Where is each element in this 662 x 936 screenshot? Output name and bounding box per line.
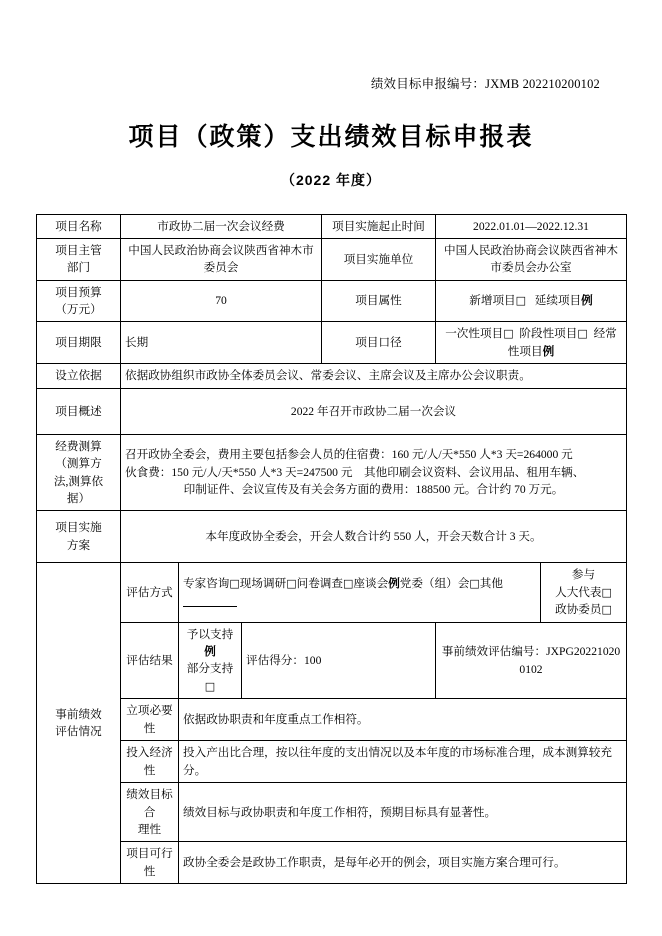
plan-label-line2: 方案	[66, 538, 91, 552]
plan-value: 本年度政协全委会，开会人数合计约 550 人，开会天数合计 3 天。	[121, 511, 627, 563]
table-row-criterion-economy	[37, 741, 627, 783]
participants-npc-label: 人大代表	[555, 585, 602, 599]
eval-score-label: 评估得分：	[246, 653, 304, 667]
attribute-continuing-label: 延续项目	[534, 294, 582, 308]
attribute-continuing-checkbox[interactable]: 例	[581, 294, 593, 308]
table-row-basis	[37, 364, 627, 388]
eval-number-label: 事前绩效评估编号：	[441, 645, 547, 659]
criterion-rationality-label-line1: 绩效目标合	[126, 788, 173, 819]
page-subtitle: （2022 年度）	[280, 171, 382, 188]
duration-value: 长期	[121, 322, 322, 364]
caliber-options	[436, 322, 627, 364]
caliber-regular-label: 经常性项目	[507, 327, 617, 358]
participants-npc-checkbox[interactable]: □	[601, 585, 612, 599]
caliber-regular-checkbox[interactable]: 例	[542, 344, 555, 358]
eval-result-partial	[183, 660, 237, 695]
budget-label-line2: （万元）	[55, 303, 102, 317]
table-row-supervisor	[37, 238, 627, 280]
eval-number	[436, 622, 627, 699]
participants-label: 参与	[571, 568, 596, 582]
estimate-label-line3: 法,测算依	[53, 474, 104, 488]
estimate-label-line2: （测算方	[55, 457, 102, 471]
eval-result-partial-checkbox[interactable]: □	[204, 679, 216, 693]
eval-opt-survey-checkbox[interactable]: □	[342, 577, 354, 591]
eval-opt-party-label: 党委（组）会	[399, 577, 470, 591]
table-row-plan	[37, 511, 627, 563]
table-row-estimate	[37, 434, 627, 511]
plan-label-line1: 项目实施	[55, 521, 102, 535]
estimate-label-line4: 据）	[66, 491, 91, 505]
table-row-criterion-rationality	[37, 783, 627, 842]
eval-result-options	[179, 622, 242, 699]
basis-label: 设立依据	[37, 364, 121, 388]
participants-cppcc-checkbox[interactable]: □	[601, 603, 612, 617]
eval-number-value: JXPG202210200102	[519, 645, 621, 676]
supervisor-label-line2: 部门	[66, 261, 91, 275]
supervisor-value: 中国人民政治协商会议陕西省神木市委员会	[121, 238, 322, 280]
criterion-rationality-value: 绩效目标与政协职责和年度工作相符，预期目标具有显著性。	[179, 783, 627, 842]
basis-value: 依据政协组织市政协全体委员会议、常委会议、主席会议及主席办公会议职责。	[121, 364, 627, 388]
eval-result-support-checkbox[interactable]: 例	[204, 645, 216, 659]
eval-opt-field-checkbox[interactable]: □	[286, 577, 297, 591]
supervisor-label	[37, 238, 121, 280]
estimate-line-3: 印制证件、会议宣传及有关会务方面的费用：188500 元。合计约 70 万元。	[183, 483, 564, 497]
caliber-staged-label: 阶段性项目	[519, 327, 578, 341]
plan-label	[37, 511, 121, 563]
eval-opt-expert-checkbox[interactable]: □	[229, 577, 240, 591]
supervisor-label-line1: 项目主管	[55, 243, 102, 257]
eval-result-partial-label: 部分支持	[186, 662, 234, 676]
overview-label: 项目概述	[37, 388, 121, 434]
criterion-rationality-label-line2: 理性	[137, 822, 162, 836]
criterion-economy-label: 投入经济性	[121, 741, 179, 783]
estimate-value	[121, 434, 627, 511]
overview-value: 2022 年召开市政协二届一次会议	[121, 388, 627, 434]
eval-result-label: 评估结果	[121, 622, 179, 699]
criterion-necessity-value: 依据政协职责和年度重点工作相符。	[179, 699, 627, 741]
estimate-label-line1: 经费测算	[55, 439, 102, 453]
project-name-label: 项目名称	[37, 214, 121, 238]
criterion-feasibility-value: 政协全委会是政协工作职责，是每年必开的例会，项目实施方案合理可行。	[179, 842, 627, 884]
caliber-onetime-label: 一次性项目	[445, 327, 504, 341]
implementer-label: 项目实施单位	[322, 238, 436, 280]
declaration-number	[36, 0, 626, 91]
declaration-number-label: 绩效目标申报编号：	[370, 77, 486, 91]
eval-method-options	[179, 563, 541, 622]
performance-target-form	[36, 214, 627, 885]
evaluation-section-label-line2: 评估情况	[55, 725, 102, 739]
participants-cppcc-label: 政协委员	[555, 603, 602, 617]
budget-label-line1: 项目预算	[55, 285, 102, 299]
budget-label	[37, 280, 121, 322]
caliber-staged-checkbox[interactable]: □	[577, 327, 588, 341]
eval-method-label: 评估方式	[121, 563, 179, 622]
evaluation-section-label	[37, 563, 121, 884]
table-row-eval-result	[37, 622, 627, 699]
project-name-value: 市政协二届一次会议经费	[121, 214, 322, 238]
project-period-label: 项目实施起止时间	[322, 214, 436, 238]
participants-cppcc	[545, 601, 622, 619]
estimate-line-2: 伙食费：150 元/人/天*550 人*3 天=247500 元 其他印刷会议资料、会议用品、租用车辆、	[125, 465, 585, 479]
table-row-overview	[37, 388, 627, 434]
eval-score-value: 100	[303, 653, 322, 667]
eval-opt-party-checkbox[interactable]: □	[469, 577, 480, 591]
eval-opt-survey-label: 问卷调查	[296, 577, 343, 591]
project-period-value: 2022.01.01—2022.12.31	[436, 214, 627, 238]
table-row-project-name	[37, 214, 627, 238]
criterion-economy-value: 投入产出比合理，按以往年度的支出情况以及本年度的市场标准合理，成本测算较充分。	[179, 741, 627, 783]
estimate-line-1: 召开政协全委会，费用主要包括参会人员的住宿费：160 元/人/天*550 人*3 天=264000 元	[125, 448, 573, 462]
eval-result-support	[183, 626, 237, 661]
attribute-new-checkbox[interactable]: □	[515, 294, 527, 308]
caliber-label: 项目口径	[322, 322, 436, 364]
budget-value: 70	[121, 280, 322, 322]
eval-score	[242, 622, 436, 699]
attribute-label: 项目属性	[322, 280, 436, 322]
table-row-eval-method	[37, 563, 627, 622]
table-row-criterion-feasibility	[37, 842, 627, 884]
eval-opt-other-label: 其他	[479, 577, 503, 591]
eval-opt-field-label: 现场调研	[239, 577, 287, 591]
declaration-number-value: JXMB 202210200102	[485, 77, 600, 91]
table-row-budget	[37, 280, 627, 322]
eval-opt-expert-label: 专家咨询	[183, 577, 230, 591]
eval-opt-symposium-checkbox[interactable]: 例	[388, 577, 400, 591]
attribute-new-label: 新增项目	[469, 294, 516, 308]
caliber-onetime-checkbox[interactable]: □	[503, 327, 514, 341]
eval-opt-symposium-label: 座谈会	[353, 577, 389, 591]
eval-opt-other-input[interactable]	[183, 595, 237, 607]
page-title: 项目（政策）支出绩效目标申报表	[128, 122, 534, 151]
evaluation-section-label-line1: 事前绩效	[55, 707, 102, 721]
duration-label: 项目期限	[37, 322, 121, 364]
attribute-options	[436, 280, 627, 322]
estimate-label	[37, 434, 121, 511]
eval-result-support-label: 予以支持	[186, 627, 234, 641]
table-row-criterion-necessity	[37, 699, 627, 741]
criterion-rationality-label	[121, 783, 179, 842]
eval-participants	[541, 563, 627, 622]
table-row-duration	[37, 322, 627, 364]
participants-npc	[545, 584, 622, 602]
implementer-value: 中国人民政治协商会议陕西省神木市委员会办公室	[436, 238, 627, 280]
criterion-feasibility-label: 项目可行性	[121, 842, 179, 884]
criterion-necessity-label: 立项必要性	[121, 699, 179, 741]
